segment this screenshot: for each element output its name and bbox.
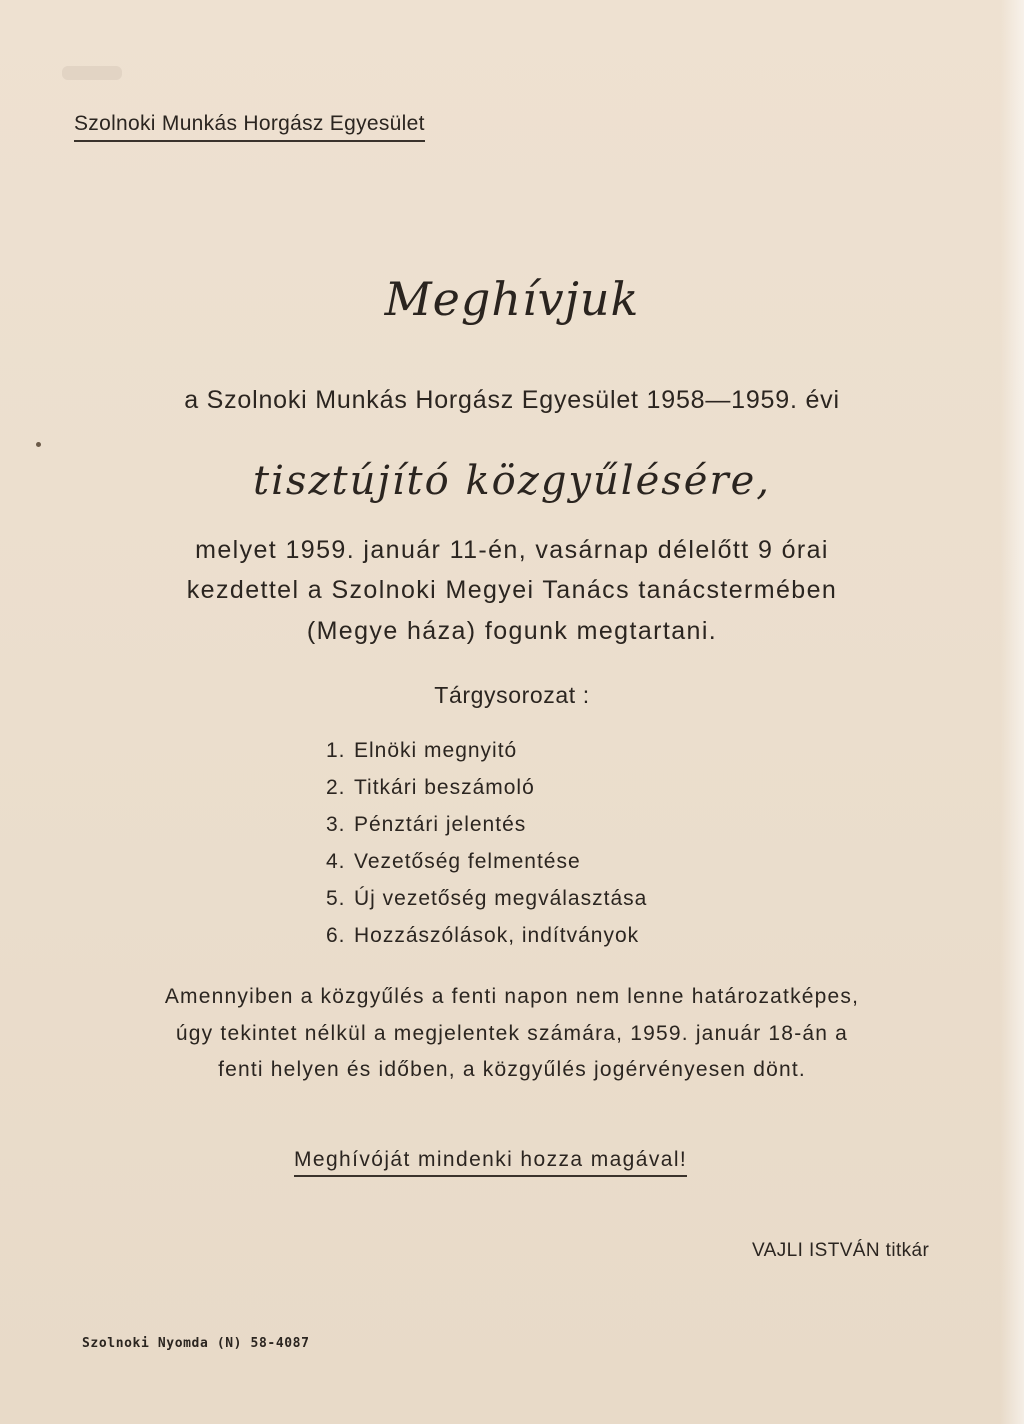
meeting-details-line-3: (Megye háza) fogunk megtartani. [306,617,718,645]
agenda-item-number: 3. [326,813,346,836]
meeting-details-line-1: melyet 1959. január 11-én, vasárnap délelőtt 9 órai [195,536,829,564]
agenda-item-number: 6. [326,924,346,947]
quorum-notice-line-2: úgy tekintet nélkül a megjelentek számára, 1959. január 18-án a [175,1022,849,1045]
faint-stain [62,66,122,80]
agenda-title: Tárgysorozat : [434,682,590,708]
invitation-title: Meghívjuk [384,272,640,326]
agenda-item [326,848,647,885]
secretary-signature: VAJLI ISTVÁN titkár [752,1240,930,1261]
agenda-item-number: 5. [326,887,346,910]
agenda-item [326,737,647,774]
agenda-item-text: Titkári beszámoló [354,776,535,799]
agenda-item-text: Pénztári jelentés [354,813,527,836]
agenda-item [326,885,647,922]
agenda-item-text: Hozzászólások, indítványok [354,924,640,947]
ink-spot [36,442,41,447]
agenda-item-text: Elnöki megnyitó [354,739,518,762]
assembly-heading: tisztújító közgyűlésére, [253,458,771,504]
agenda-item-number: 4. [326,850,346,873]
printer-imprint: Szolnoki Nyomda (N) 58-4087 [82,1336,310,1351]
quorum-notice-line-1: Amennyiben a közgyűlés a fenti napon nem lenne határozatképes, [164,985,860,1008]
bring-invitation-note: Meghívóját mindenki hozza magával! [294,1148,687,1177]
agenda-item-text: Vezetőség felmentése [354,850,581,873]
agenda-item [326,811,647,848]
intro-line: a Szolnoki Munkás Horgász Egyesület 1958—1959. évi [184,386,840,414]
organization-header: Szolnoki Munkás Horgász Egyesület [74,112,425,142]
agenda-item-number: 1. [326,739,346,762]
agenda-list [326,737,647,959]
meeting-details-line-2: kezdettel a Szolnoki Megyei Tanács tanácstermében [186,576,838,604]
agenda-item-text: Új vezetőség megválasztása [354,887,648,910]
quorum-notice-line-3: fenti helyen és időben, a közgyűlés jogérvényesen dönt. [218,1058,806,1081]
agenda-item [326,922,647,959]
agenda-item-number: 2. [326,776,346,799]
agenda-item [326,774,647,811]
